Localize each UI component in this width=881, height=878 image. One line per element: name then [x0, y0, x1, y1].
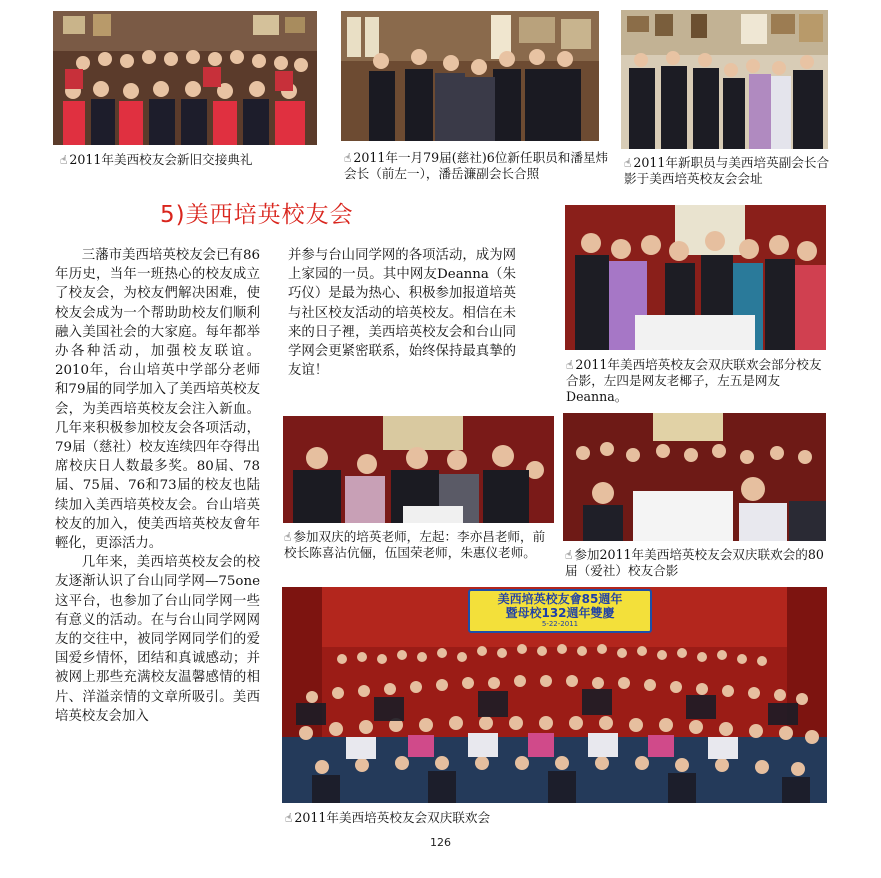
photo-officers-at-office — [621, 10, 828, 149]
body-paragraph-2: 几年来，美西培英校友会的校友逐渐认识了台山同学网—75one这平台，也参加了台山同学网一些有意义的活动。在与台山同学网网友的交往中，被同学网同学们的爱国爱乡情怀，团结和真诚感动；并被网上那些充满校友温馨感情的相片、洋溢亲情的文章所吸引。美西培英校友会加入 — [55, 555, 260, 724]
body-column-middle — [288, 246, 516, 380]
banner-line1: 美西培英校友會85週年 — [497, 592, 623, 606]
body-column-left — [55, 246, 260, 726]
body-paragraph-1: 三藩市美西培英校友会已有86年历史，当年一班热心的校友成立了校友会，为校友們解决困难，使校友会成为一个帮助助校友们顺利融入美国社会的大家庭。每年都举办各种活动，加强校友联谊。2010年，台山培英中学部分老师和79届的同学加入了美西培英校友会，为美西培英校友会注入新血。几年来积极参加校友会各项活动，79届（慈社）校友连续四年夺得出席校庆日人数最多奖。80届、78届、75届、76和73届的校友也陆续加入美西培英校友会。台山培英校友的加入，使美西培英校友會年輕化，更添活力。 — [55, 248, 260, 552]
body-paragraph-3: 并参与台山同学网的各项活动，成为网上家园的一员。其中网友Deanna（朱巧仪）是最为热心、积极参加报道培英与社区校友活动的培英校友。相信在未来的日子裡，美西培英校友会和台山同学网会更紧密联系，始终保持最真摯的友谊！ — [288, 248, 516, 379]
mouse-icon: ☝ — [60, 153, 68, 167]
section-title: 5)美西培英校友会 — [160, 202, 354, 228]
caption-photo5: ☝ 参加双庆的培英老师，左起：李亦昌老师，前校长陈喜沾伉俪，伍国荣老师，朱惠仪老师。 — [284, 529, 546, 560]
caption-photo3: ☝ 2011年新职员与美西培英副会长合影于美西培英校友会会址 — [624, 155, 830, 186]
photo-teachers — [283, 416, 554, 523]
banner-date: 5-22-2011 — [541, 620, 579, 628]
caption-photo2: ☝ 2011年一月79届(慈社)6位新任职员和潘星炜会长（前左一），潘岳濂副会长合照 — [344, 150, 609, 181]
banner-line2: 暨母校132週年雙慶 — [505, 606, 615, 620]
mouse-icon: ☝ — [565, 548, 573, 562]
photo-handover-ceremony — [53, 11, 317, 145]
mouse-icon: ☝ — [285, 811, 293, 825]
mouse-icon: ☝ — [284, 530, 292, 544]
photo-anniversary-group — [282, 587, 827, 803]
caption-photo4: ☝ 2011年美西培英校友会双庆联欢会部分校友合影，左四是网友老椰子，左五是网友Deanna。 — [566, 357, 822, 404]
mouse-icon: ☝ — [624, 156, 632, 170]
crowd-illustration — [282, 587, 827, 803]
photo-new-officers — [341, 11, 599, 141]
caption-photo6: ☝ 参加2011年美西培英校友会双庆联欢会的80届（爱社）校友合影 — [565, 547, 824, 578]
photo-class-of-80 — [563, 413, 826, 541]
page-number: 126 — [430, 836, 451, 849]
photo-alumni-group — [565, 205, 826, 350]
mouse-icon: ☝ — [566, 358, 574, 372]
mouse-icon: ☝ — [344, 151, 352, 165]
caption-photo7: ☝ 2011年美西培英校友会双庆联欢会 — [285, 810, 491, 825]
caption-photo1: ☝ 2011年美西校友会新旧交接典礼 — [60, 152, 253, 167]
